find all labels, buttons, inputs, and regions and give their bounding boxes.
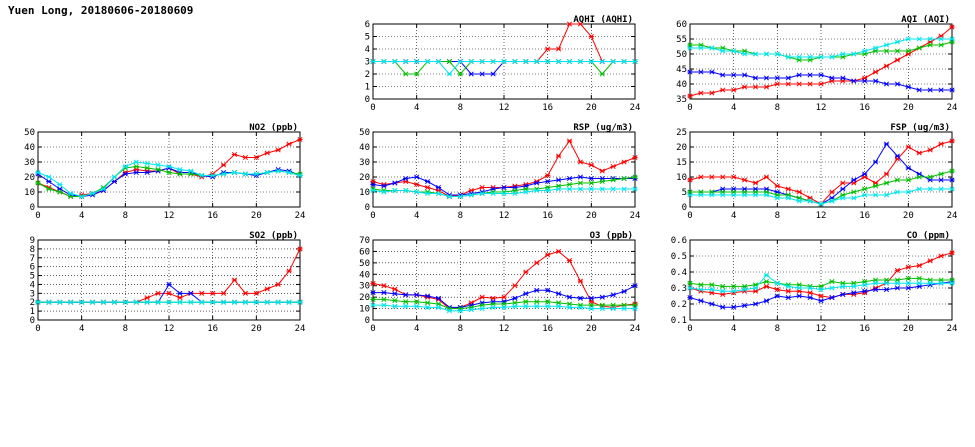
svg-text:40: 40	[24, 143, 35, 153]
chart-panel-aqhi	[345, 14, 645, 119]
svg-text:O3 (ppb): O3 (ppb)	[589, 231, 633, 241]
chart-panel-so2	[10, 230, 310, 340]
svg-text:0.3: 0.3	[670, 284, 687, 294]
svg-text:3: 3	[29, 289, 35, 300]
svg-text:6: 6	[364, 20, 370, 30]
svg-text:40: 40	[359, 143, 370, 153]
svg-text:4: 4	[364, 45, 370, 55]
svg-text:20: 20	[250, 211, 262, 221]
svg-text:5: 5	[29, 271, 35, 282]
svg-text:12: 12	[815, 103, 827, 113]
svg-text:16: 16	[542, 211, 554, 221]
svg-text:20: 20	[359, 293, 370, 304]
svg-text:0: 0	[364, 203, 370, 213]
svg-text:24: 24	[294, 211, 306, 221]
svg-text:16: 16	[207, 211, 219, 221]
svg-text:16: 16	[859, 103, 871, 113]
svg-text:0: 0	[370, 324, 376, 334]
svg-text:0: 0	[687, 324, 693, 334]
svg-text:8: 8	[122, 211, 129, 221]
svg-text:20: 20	[250, 324, 262, 334]
svg-text:24: 24	[629, 324, 641, 334]
svg-text:8: 8	[122, 324, 129, 334]
svg-text:1: 1	[29, 307, 35, 318]
svg-text:20: 20	[902, 103, 914, 113]
svg-text:20: 20	[585, 211, 597, 221]
svg-text:10: 10	[24, 188, 35, 198]
svg-text:0.5: 0.5	[670, 252, 687, 262]
svg-text:2: 2	[29, 298, 35, 309]
svg-text:0.4: 0.4	[670, 268, 687, 278]
svg-text:8: 8	[774, 211, 781, 221]
svg-text:4: 4	[730, 211, 737, 221]
svg-text:3: 3	[364, 57, 370, 68]
svg-text:0: 0	[364, 316, 370, 326]
svg-text:16: 16	[859, 211, 871, 221]
svg-text:8: 8	[457, 103, 464, 113]
svg-text:10: 10	[359, 304, 370, 315]
svg-text:20: 20	[359, 173, 370, 183]
svg-text:40: 40	[676, 80, 687, 90]
svg-text:4: 4	[730, 324, 737, 334]
svg-text:24: 24	[294, 324, 306, 334]
svg-text:8: 8	[457, 211, 464, 221]
svg-text:4: 4	[413, 103, 420, 113]
svg-text:0: 0	[370, 211, 376, 221]
svg-text:SO2 (ppb): SO2 (ppb)	[249, 231, 298, 241]
svg-text:12: 12	[498, 103, 510, 113]
svg-text:45: 45	[676, 65, 687, 75]
svg-text:12: 12	[498, 324, 510, 334]
svg-text:10: 10	[359, 188, 370, 198]
svg-text:FSP (ug/m3): FSP (ug/m3)	[890, 123, 950, 133]
svg-text:4: 4	[413, 324, 420, 334]
svg-text:0: 0	[35, 324, 41, 334]
svg-text:35: 35	[676, 95, 687, 105]
svg-text:30: 30	[359, 281, 370, 292]
svg-text:0.6: 0.6	[670, 236, 687, 246]
svg-text:12: 12	[163, 211, 175, 221]
svg-text:16: 16	[542, 103, 554, 113]
chart-panel-no2	[10, 122, 310, 227]
svg-text:RSP (ug/m3): RSP (ug/m3)	[573, 123, 633, 133]
svg-text:20: 20	[585, 103, 597, 113]
svg-text:4: 4	[78, 324, 85, 334]
svg-text:0: 0	[29, 203, 35, 213]
svg-text:25: 25	[676, 128, 687, 138]
svg-text:50: 50	[359, 128, 370, 138]
svg-text:6: 6	[29, 262, 35, 273]
svg-text:12: 12	[815, 324, 827, 334]
svg-text:24: 24	[946, 324, 958, 334]
svg-text:12: 12	[815, 211, 827, 221]
svg-text:24: 24	[946, 103, 958, 113]
svg-text:24: 24	[946, 211, 958, 221]
svg-text:60: 60	[676, 20, 687, 30]
svg-text:4: 4	[730, 103, 737, 113]
svg-text:55: 55	[676, 35, 687, 45]
svg-text:12: 12	[163, 324, 175, 334]
svg-text:AQI (AQI): AQI (AQI)	[901, 15, 950, 25]
svg-text:4: 4	[29, 280, 35, 291]
svg-text:24: 24	[629, 103, 641, 113]
svg-text:4: 4	[413, 211, 420, 221]
svg-text:8: 8	[774, 324, 781, 334]
svg-text:0.2: 0.2	[670, 300, 687, 310]
svg-text:9: 9	[29, 236, 35, 246]
svg-text:70: 70	[359, 236, 370, 246]
svg-text:0: 0	[29, 316, 35, 326]
svg-text:12: 12	[498, 211, 510, 221]
page-title: Yuen Long, 20180606-20180609	[8, 4, 194, 17]
svg-text:10: 10	[676, 173, 687, 183]
svg-text:16: 16	[542, 324, 554, 334]
svg-text:20: 20	[902, 211, 914, 221]
svg-text:16: 16	[859, 324, 871, 334]
svg-text:2: 2	[364, 70, 370, 80]
svg-text:AQHI (AQHI): AQHI (AQHI)	[573, 15, 633, 25]
svg-text:5: 5	[681, 188, 687, 198]
svg-text:1: 1	[364, 82, 370, 93]
svg-text:30: 30	[359, 158, 370, 168]
svg-text:8: 8	[457, 324, 464, 334]
svg-text:NO2 (ppb): NO2 (ppb)	[249, 123, 298, 133]
svg-text:0: 0	[364, 95, 370, 105]
svg-text:0: 0	[681, 203, 687, 213]
svg-text:15: 15	[676, 158, 687, 168]
svg-text:20: 20	[585, 324, 597, 334]
svg-text:50: 50	[359, 258, 370, 269]
svg-text:0: 0	[687, 211, 693, 221]
svg-text:0: 0	[687, 103, 693, 113]
svg-text:8: 8	[29, 244, 35, 255]
svg-text:0: 0	[35, 211, 41, 221]
chart-panel-fsp	[662, 122, 962, 227]
chart-panel-o3	[345, 230, 645, 340]
svg-text:30: 30	[24, 158, 35, 168]
chart-panel-co	[662, 230, 962, 340]
svg-text:4: 4	[78, 211, 85, 221]
chart-panel-rsp	[345, 122, 645, 227]
svg-text:16: 16	[207, 324, 219, 334]
svg-text:20: 20	[24, 173, 35, 183]
svg-text:CO (ppm): CO (ppm)	[906, 231, 950, 241]
svg-text:0: 0	[370, 103, 376, 113]
svg-text:40: 40	[359, 270, 370, 281]
svg-text:24: 24	[629, 211, 641, 221]
svg-text:20: 20	[676, 143, 687, 153]
svg-text:5: 5	[364, 32, 370, 43]
svg-text:50: 50	[24, 128, 35, 138]
svg-text:0.1: 0.1	[670, 316, 687, 326]
svg-text:8: 8	[774, 103, 781, 113]
svg-text:50: 50	[676, 50, 687, 60]
svg-text:60: 60	[359, 247, 370, 258]
svg-text:20: 20	[902, 324, 914, 334]
svg-text:7: 7	[29, 253, 35, 264]
chart-panel-aqi	[662, 14, 962, 119]
